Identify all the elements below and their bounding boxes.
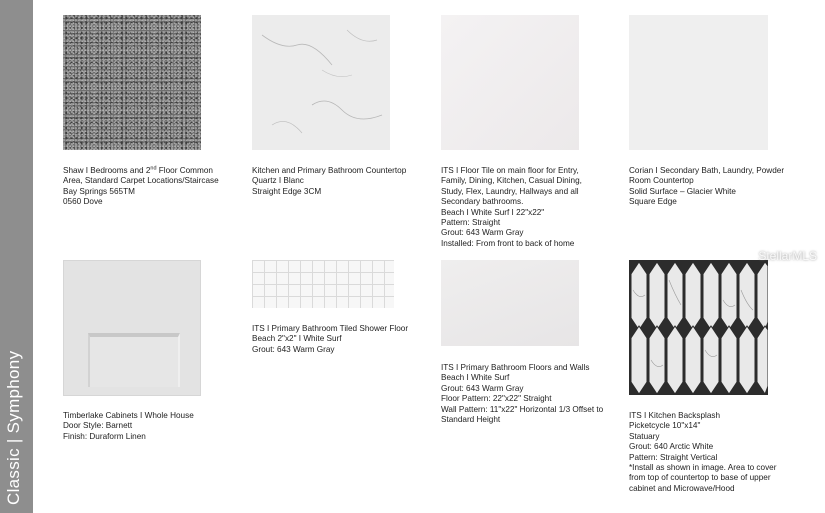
caption-line: ITS I Floor Tile on main floor for Entry, <box>441 166 579 175</box>
caption-line: Beach 2"x2" I White Surf <box>252 334 342 344</box>
caption-line: Pattern: Straight Vertical <box>629 452 718 462</box>
caption-line: Room Countertop <box>629 176 694 186</box>
caption-line: Square Edge <box>629 197 677 207</box>
caption-line: Finish: Duraform Linen <box>63 431 146 441</box>
caption-line: Timberlake Cabinets I Whole House <box>63 411 194 420</box>
caption-carpet <box>63 166 219 208</box>
caption-line: Pattern: Straight <box>441 218 501 228</box>
caption-quartz-countertop <box>252 166 406 197</box>
caption-line: Standard Height <box>441 415 501 425</box>
caption-line: Quartz I Blanc <box>252 176 304 186</box>
caption-line: Study, Flex, Laundry, Hallways and all <box>441 186 579 196</box>
caption-bathroom-floors-walls <box>441 363 603 425</box>
caption-line: Shaw I Bedrooms and 2nd Floor Common <box>63 165 213 175</box>
caption-line: Statuary <box>629 431 660 441</box>
caption-line: Beach I White Surf I 22"x22" <box>441 207 545 217</box>
caption-line: Beach I White Surf <box>441 373 510 383</box>
cabinet-panel <box>88 333 180 387</box>
caption-line: ITS I Primary Bathroom Floors and Walls <box>441 363 590 372</box>
caption-line: Door Style: Barnett <box>63 421 133 431</box>
backsplash-sample-image <box>629 260 768 395</box>
caption-line: Installed: From front to back of home <box>441 238 575 248</box>
caption-line: Secondary bathrooms. <box>441 197 524 207</box>
bathroom-tile-sample-image <box>441 260 579 346</box>
shower-floor-tile-sample-image <box>252 260 394 308</box>
caption-line: from top of countertop to base of upper <box>629 473 771 483</box>
caption-line: Bay Springs 565TM <box>63 186 135 196</box>
picket-tile-pattern <box>629 260 768 395</box>
caption-line: Family, Dining, Kitchen, Casual Dining, <box>441 176 582 186</box>
caption-line: Area, Standard Carpet Locations/Staircase <box>63 176 219 186</box>
caption-line: 0560 Dove <box>63 197 103 207</box>
caption-solid-surface <box>629 166 784 208</box>
carpet-sample-image <box>63 15 201 150</box>
quartz-countertop-sample-image <box>252 15 390 150</box>
floor-tile-sample-image <box>441 15 579 150</box>
caption-line: Wall Pattern: 11"x22" Horizontal 1/3 Offset to <box>441 404 604 414</box>
caption-line: Grout: 640 Arctic White <box>629 442 714 452</box>
caption-line: Solid Surface – Glacier White <box>629 186 736 196</box>
caption-floor-tile <box>441 166 582 249</box>
caption-line: Grout: 643 Warm Gray <box>441 228 524 238</box>
caption-backsplash <box>629 411 776 494</box>
caption-line: ITS I Primary Bathroom Tiled Shower Floor <box>252 324 409 333</box>
caption-line: Straight Edge 3CM <box>252 186 322 196</box>
caption-line: ITS I Kitchen Backsplash <box>629 411 721 420</box>
caption-line: Grout: 643 Warm Gray <box>441 383 524 393</box>
caption-line: Corian I Secondary Bath, Laundry, Powder <box>629 166 785 175</box>
marble-veins <box>252 15 390 150</box>
caption-line: Grout: 643 Warm Gray <box>252 344 335 354</box>
watermark: StellarMLS <box>758 249 817 263</box>
caption-line: Picketcycle 10"x14" <box>629 421 701 431</box>
caption-shower-floor <box>252 324 408 355</box>
caption-line: Floor Pattern: 22"x22" Straight <box>441 394 552 404</box>
solid-surface-sample-image <box>629 15 768 150</box>
caption-line: Kitchen and Primary Bathroom Countertop <box>252 166 407 175</box>
sidebar <box>0 0 33 513</box>
caption-line: cabinet and Microwave/Hood <box>629 483 735 493</box>
cabinet-door-sample-image <box>63 260 201 396</box>
caption-cabinets <box>63 411 194 442</box>
caption-line: *Install as shown in image. Area to cover <box>629 463 777 473</box>
sidebar-title: Classic | Symphony <box>4 350 23 505</box>
